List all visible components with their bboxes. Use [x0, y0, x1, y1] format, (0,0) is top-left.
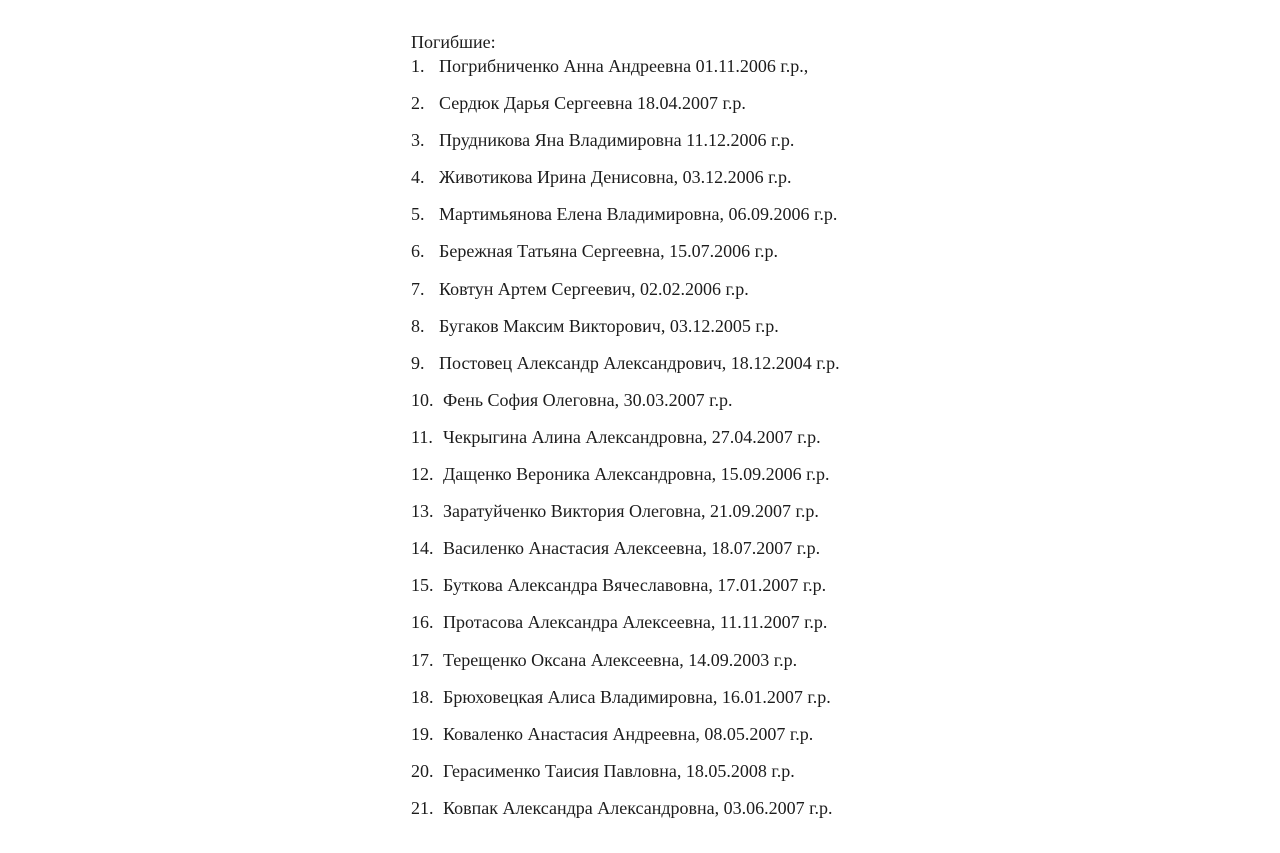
- list-item-number: 12.: [411, 464, 434, 485]
- list-item: [411, 722, 1011, 759]
- document-body: [411, 30, 1011, 833]
- list-item-number: 13.: [411, 501, 434, 522]
- victim-list: [411, 54, 1011, 833]
- list-item-number: 11.: [411, 426, 433, 447]
- list-item: [411, 462, 1011, 499]
- list-item-text: Сердюк Дарья Сергеевна 18.04.2007 г.р.: [439, 93, 746, 114]
- list-item: [411, 499, 1011, 536]
- list-item: [411, 796, 1011, 833]
- list-item: [411, 54, 1011, 91]
- list-item-number: 3.: [411, 130, 425, 151]
- list-item-number: 15.: [411, 575, 434, 596]
- list-item-text: Фень София Олеговна, 30.03.2007 г.р.: [443, 389, 733, 410]
- list-item: [411, 610, 1011, 647]
- list-item-number: 5.: [411, 204, 425, 225]
- list-item-text: Герасименко Таисия Павловна, 18.05.2008 г.р.: [443, 760, 795, 781]
- list-item-text: Животикова Ирина Денисовна, 03.12.2006 г.р.: [439, 167, 792, 188]
- list-item: [411, 277, 1011, 314]
- list-item-text: Протасова Александра Алексеевна, 11.11.2007 г.р.: [443, 612, 828, 633]
- list-item: [411, 759, 1011, 796]
- list-item-number: 10.: [411, 389, 434, 410]
- list-item-text: Бугаков Максим Викторович, 03.12.2005 г.р.: [439, 315, 779, 336]
- list-item-text: Чекрыгина Алина Александровна, 27.04.2007 г.р.: [443, 426, 821, 447]
- list-item-number: 19.: [411, 723, 434, 744]
- list-item-number: 8.: [411, 315, 425, 336]
- list-item: [411, 351, 1011, 388]
- list-item-text: Дащенко Вероника Александровна, 15.09.2006 г.р.: [443, 464, 830, 485]
- list-item-number: 14.: [411, 538, 434, 559]
- list-item-text: Терещенко Оксана Алексеевна, 14.09.2003 г.р.: [443, 649, 798, 670]
- list-item: [411, 165, 1011, 202]
- list-item-text: Погрибниченко Анна Андреевна 01.11.2006 г.р.,: [439, 56, 809, 76]
- list-item-text: Постовец Александр Александрович, 18.12.2004 г.р.: [439, 352, 840, 373]
- list-item-number: 18.: [411, 686, 434, 707]
- list-item-number: 20.: [411, 760, 434, 781]
- list-item-number: 4.: [411, 167, 425, 188]
- list-item-number: 2.: [411, 93, 425, 114]
- list-item-text: Ковтун Артем Сергеевич, 02.02.2006 г.р.: [439, 278, 749, 299]
- list-item: [411, 202, 1011, 239]
- list-item: [411, 388, 1011, 425]
- list-item-number: 6.: [411, 241, 425, 262]
- list-item-text: Брюховецкая Алиса Владимировна, 16.01.2007 г.р.: [443, 686, 831, 707]
- list-item: [411, 648, 1011, 685]
- list-item: [411, 239, 1011, 276]
- list-item: [411, 128, 1011, 165]
- list-item-text: Ковпак Александра Александровна, 03.06.2007 г.р.: [443, 797, 833, 818]
- list-item-text: Василенко Анастасия Алексеевна, 18.07.2007 г.р.: [443, 538, 821, 559]
- list-item-text: Коваленко Анастасия Андреевна, 08.05.2007 г.р.: [443, 723, 814, 744]
- list-heading: Погибшие:: [411, 32, 496, 52]
- list-item: [411, 425, 1011, 462]
- list-item-text: Заратуйченко Виктория Олеговна, 21.09.2007 г.р.: [443, 501, 819, 522]
- list-item-text: Бережная Татьяна Сергеевна, 15.07.2006 г.р.: [439, 241, 779, 262]
- list-item-number: 16.: [411, 612, 434, 633]
- list-item-text: Мартимьянова Елена Владимировна, 06.09.2006 г.р.: [439, 204, 838, 225]
- list-item: [411, 573, 1011, 610]
- list-item: [411, 685, 1011, 722]
- list-item: [411, 91, 1011, 128]
- list-item-number: 7.: [411, 278, 425, 299]
- list-item: [411, 536, 1011, 573]
- list-item-number: 9.: [411, 352, 425, 373]
- list-item-number: 1.: [411, 56, 425, 76]
- list-item-text: Буткова Александра Вячеславовна, 17.01.2007 г.р.: [443, 575, 827, 596]
- list-item-number: 21.: [411, 797, 434, 818]
- list-item-text: Прудникова Яна Владимировна 11.12.2006 г.р.: [439, 130, 795, 151]
- list-item-number: 17.: [411, 649, 434, 670]
- list-item: [411, 314, 1011, 351]
